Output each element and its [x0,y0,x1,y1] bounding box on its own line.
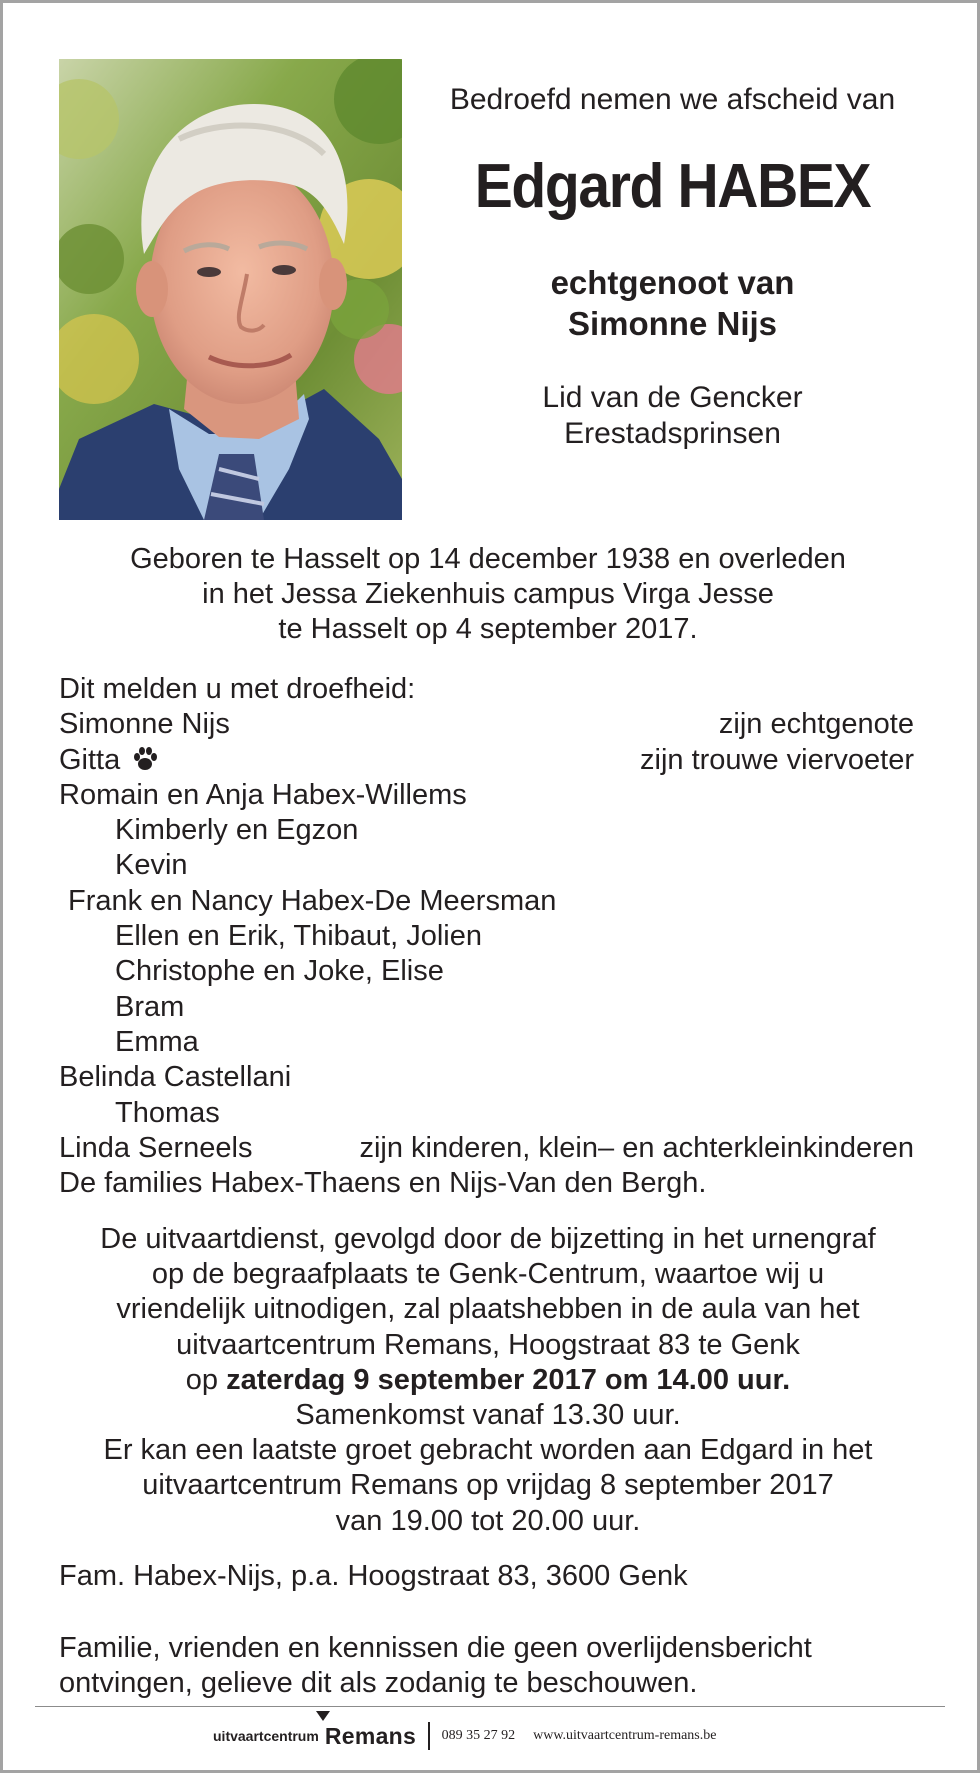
family-member-name: Kevin [115,849,188,882]
ceremony-date-line [59,1363,917,1398]
birth-line-2: in het Jessa Ziekenhuis campus Virga Jesse [202,578,774,610]
notice-line-1: Familie, vrienden en kennissen die geen overlijdensbericht [59,1632,812,1664]
family-member-name: Kimberly en Egzon [115,814,359,847]
footer-website: www.uitvaartcentrum-remans.be [533,1728,717,1743]
notice-text [59,1631,812,1701]
family-member-with-icon [59,743,158,778]
family-row [59,1096,914,1131]
family-row [59,707,914,742]
family-row [59,1025,914,1060]
family-member-name: Christophe en Joke, Elise [115,955,444,988]
ceremony-date: zaterdag 9 september 2017 om 14.00 uur. [226,1363,791,1396]
family-row [59,848,914,883]
footer-divider [35,1706,945,1707]
family-row [59,778,914,813]
ceremony-line: vriendelijk uitnodigen, zal plaatshebben in de aula van het [116,1293,860,1326]
family-member-name: De families Habex-Thaens en Nijs-Van den Bergh. [59,1167,707,1200]
announcement-header [425,82,920,452]
family-member-name: Linda Serneels [59,1131,253,1164]
family-list [59,672,914,1201]
ceremony-line: Samenkomst vanaf 13.30 uur. [295,1399,681,1432]
family-member-name: Belinda Castellani [59,1061,292,1094]
family-row [59,884,914,919]
family-row [59,1060,914,1095]
ceremony-details [59,1222,917,1539]
family-intro-text: Dit melden u met droefheid: [59,673,416,705]
family-intro [59,672,914,707]
spouse-text [425,262,920,344]
family-row [59,1166,914,1201]
footer-separator [428,1722,430,1750]
spouse-line-1: echtgenoot van [550,264,795,301]
ceremony-line: Er kan een laatste groet gebracht worden aan Edgard in het [103,1434,873,1467]
membership-line-1: Lid van de Gencker [542,381,803,414]
family-relation: zijn kinderen, klein– en achterkleinkinderen [359,1131,914,1164]
family-relation: zijn echtgenote [718,708,914,741]
footer-prefix: uitvaartcentrum [213,1728,319,1744]
ceremony-line: uitvaartcentrum Remans op vrijdag 8 september 2017 [142,1469,834,1502]
birth-line-3: te Hasselt op 4 september 2017. [278,613,698,645]
deceased-name: Edgard HABEX [474,152,871,221]
family-member-name: Thomas [115,1096,220,1129]
notice-line-2: ontvingen, gelieve dit als zodanig te beschouwen. [59,1667,698,1699]
family-address: Fam. Habex-Nijs, p.a. Hoogstraat 83, 3600 Genk [59,1560,688,1592]
footer-phone: 089 35 27 92 [441,1728,516,1743]
family-relation: zijn trouwe viervoeter [640,743,914,776]
family-member-name: Simonne Nijs [59,708,230,741]
family-row [59,1131,914,1166]
family-member-name: Romain en Anja Habex-Willems [59,778,467,811]
family-row [59,743,914,778]
ceremony-line: De uitvaartdienst, gevolgd door de bijzetting in het urnengraf [100,1223,876,1255]
footer-brand: Remans [324,1722,417,1749]
ceremony-line: van 19.00 tot 20.00 uur. [335,1504,641,1537]
family-member-name: Frank en Nancy Habex-De Meersman [68,884,557,917]
membership-line-2: Erestadsprinsen [564,417,781,450]
family-row [59,990,914,1025]
family-member-name: Emma [115,1025,199,1058]
membership-text [425,380,920,452]
intro-text: Bedroefd nemen we afscheid van [449,83,896,116]
ceremony-line: op de begraafplaats te Genk-Centrum, waartoe wij u [151,1258,825,1291]
family-row [59,954,914,989]
paw-icon [132,746,158,772]
family-member-name: Gitta [59,743,121,776]
family-row [59,919,914,954]
ceremony-line: uitvaartcentrum Remans, Hoogstraat 83 te Genk [176,1328,800,1361]
family-member-name: Bram [115,990,185,1023]
portrait-photo [59,59,402,520]
family-member-name: Ellen en Erik, Thibaut, Jolien [115,920,483,953]
ceremony-date-prefix: op [185,1363,219,1396]
funeral-home-footer [213,1719,716,1753]
birth-line-1: Geboren te Hasselt op 14 december 1938 en overleden [130,543,846,575]
family-row [59,813,914,848]
birth-death-info [59,542,917,647]
spouse-line-2: Simonne Nijs [567,305,778,342]
